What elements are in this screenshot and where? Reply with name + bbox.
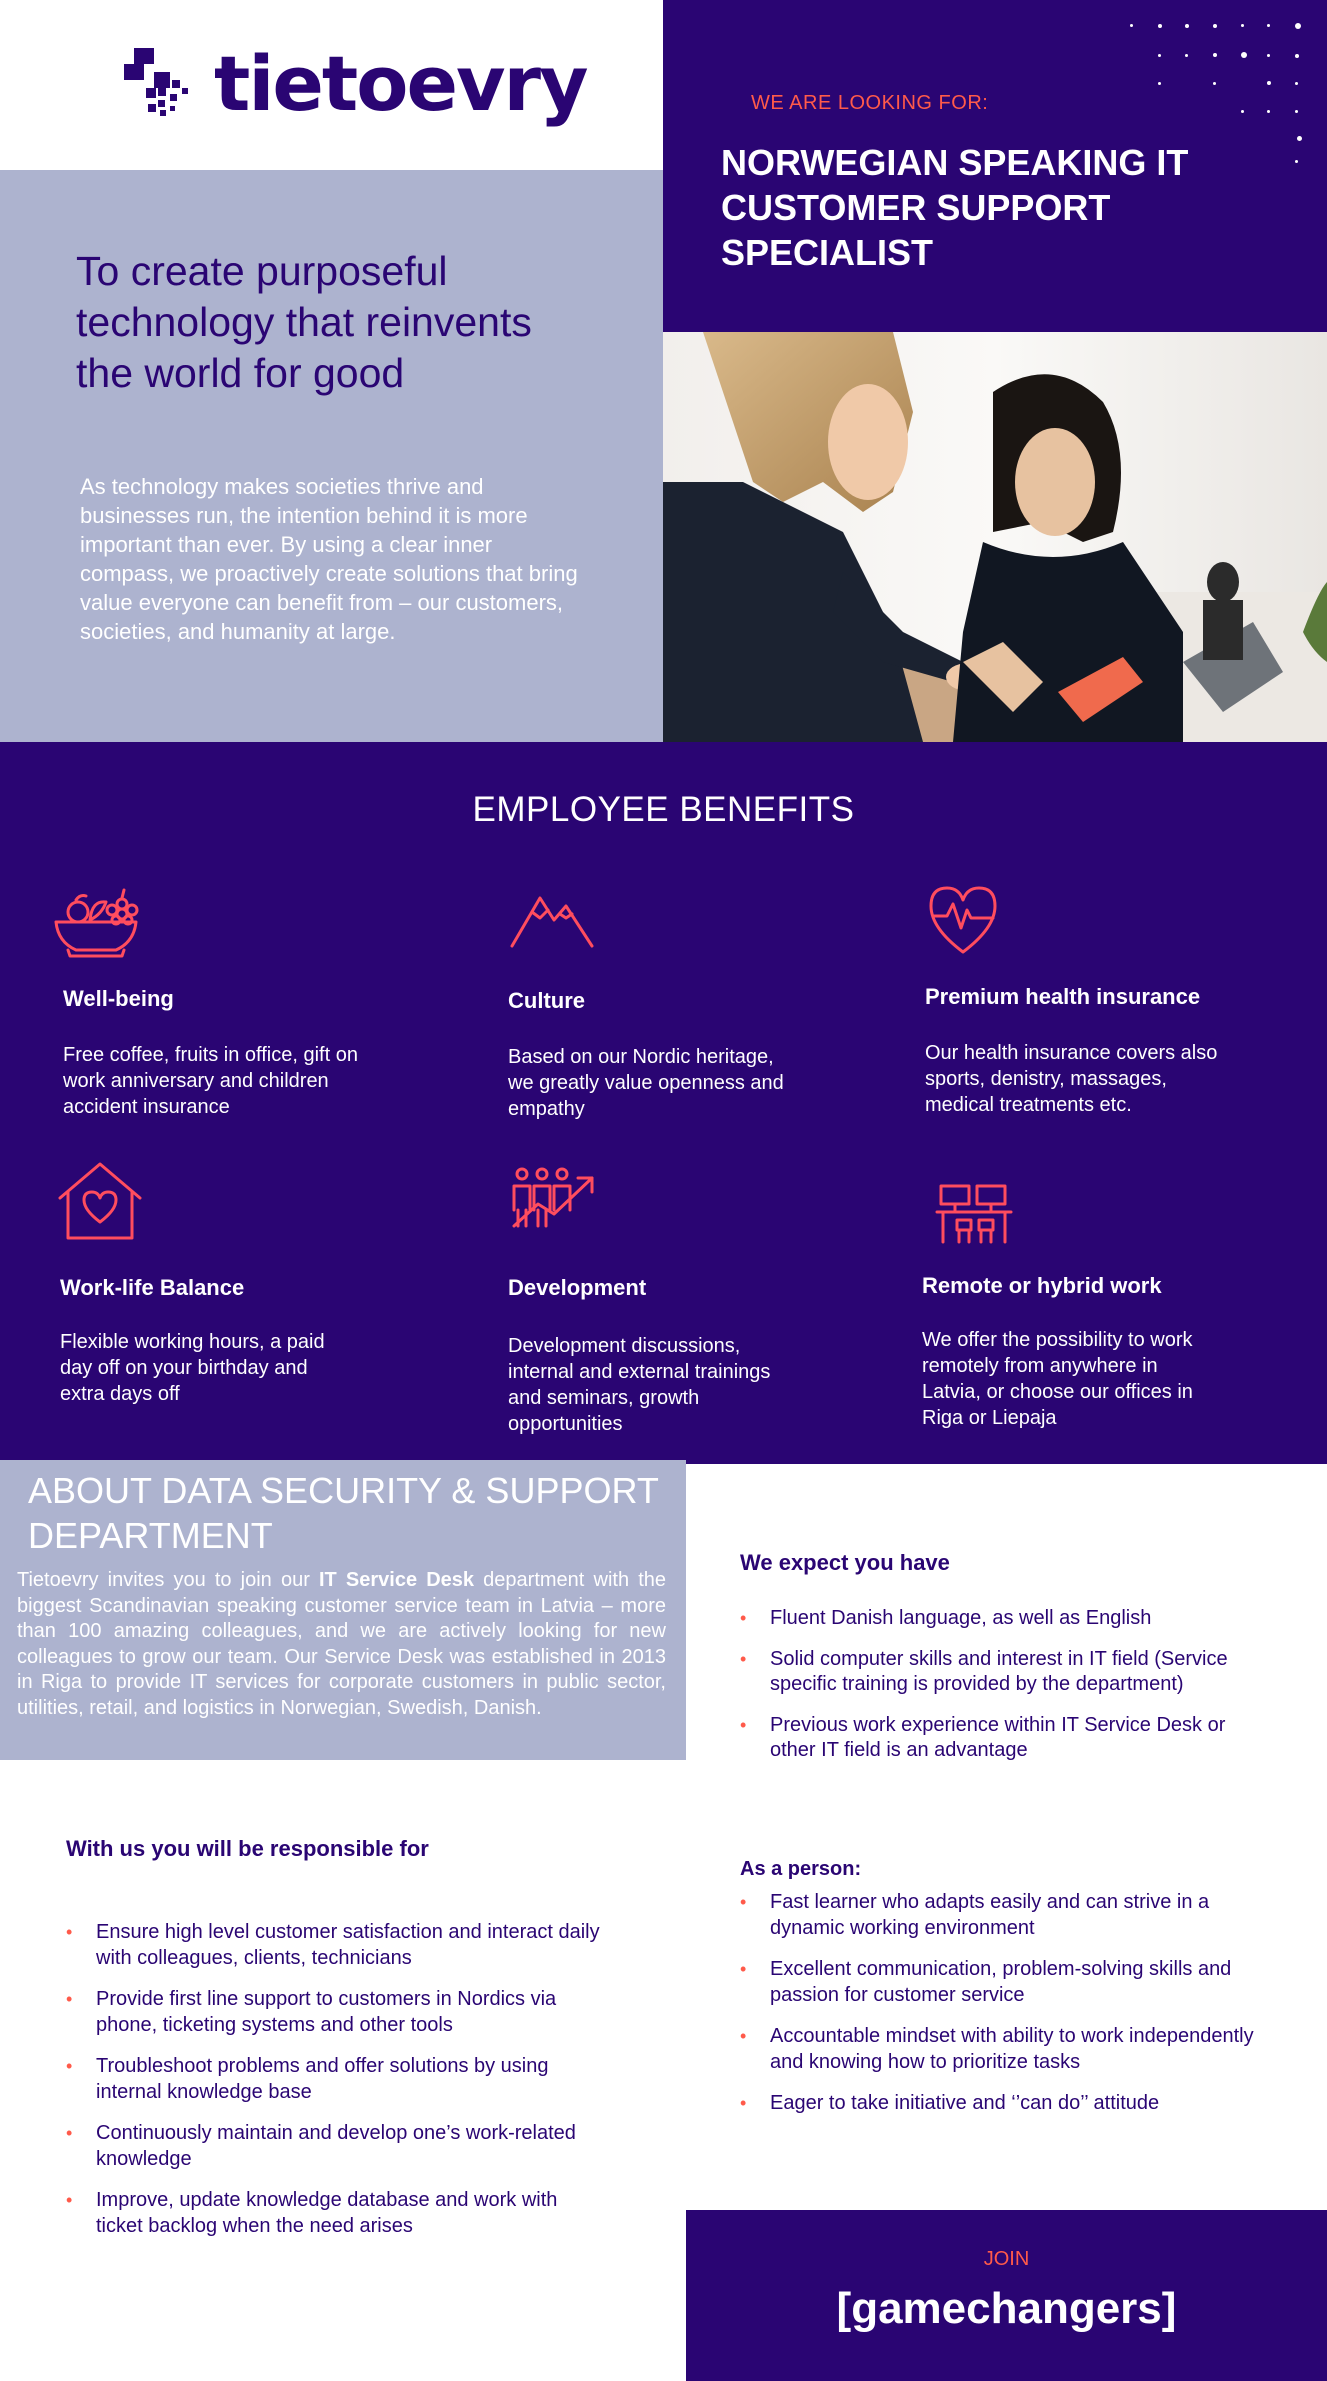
desk-workstation-icon — [935, 1180, 1027, 1264]
fruit-bowl-icon — [50, 880, 142, 964]
benefit-text-development: Development discussions, internal and external trainings and seminars, growth opportunities — [508, 1335, 771, 1435]
person-title: As a person: — [740, 1858, 862, 1880]
list-item: • Eager to take initiative and ‘’can do’’ attitude — [740, 2091, 1280, 2117]
heartbeat-icon — [925, 880, 1017, 964]
about-title: ABOUT DATA SECURITY & SUPPORT DEPARTMENT — [28, 1470, 659, 1556]
list-item: • Continuously maintain and develop one’s work-related knowledge — [66, 2121, 606, 2172]
expect-title: We expect you have — [740, 1550, 950, 1575]
benefit-title-remote: Remote or hybrid work — [922, 1273, 1162, 1298]
list-item: • Fast learner who adapts easily and can strive in a dynamic working environment — [740, 1890, 1280, 1941]
list-item: • Solid computer skills and interest in IT field (Service specific training is provided by the department) — [740, 1647, 1270, 1698]
person-list — [740, 1890, 1280, 2117]
brand-logo — [124, 39, 587, 128]
benefit-text-culture: Based on our Nordic heritage, we greatly value openness and empathy — [508, 1046, 784, 1120]
job-title-line-1: NORWEGIAN SPEAKING IT — [721, 142, 1189, 183]
list-item: • Improve, update knowledge database and work with ticket backlog when the need arises — [66, 2188, 606, 2239]
list-item: • Ensure high level customer satisfaction and interact daily with colleagues, clients, technicians — [66, 1920, 606, 1971]
growth-people-icon — [508, 1164, 600, 1248]
brand-wordmark: tietoevry — [214, 39, 587, 128]
responsible-list — [66, 1920, 606, 2239]
benefits-title: EMPLOYEE BENEFITS — [472, 790, 855, 829]
responsible-title: With us you will be responsible for — [66, 1836, 429, 1861]
benefit-text-remote: We offer the possibility to work remotely from anywhere in Latvia, or choose our offices in Riga or Liepaja — [922, 1329, 1193, 1429]
benefit-text-wellbeing: Free coffee, fruits in office, gift on work anniversary and children accident insurance — [63, 1044, 358, 1118]
pixel-mark-icon — [124, 48, 192, 120]
list-item: • Accountable mindset with ability to work independently and knowing how to prioritize tasks — [740, 2024, 1280, 2075]
join-label: JOIN — [983, 2248, 1030, 2270]
mission-title: To create purposeful technology that reinvents the world for good — [76, 248, 532, 396]
job-title — [721, 140, 1311, 275]
mission-text: As technology makes societies thrive and businesses run, the intention behind it is more important than ever. By using a clear inner compass, we proactively create solutions that bring value everyone can benefit from – our customers, societies, and humanity at large. — [80, 474, 578, 644]
join-tagline: [gamechangers] — [836, 2284, 1177, 2333]
benefit-title-wellbeing: Well-being — [63, 986, 174, 1011]
benefit-title-development: Development — [508, 1275, 647, 1300]
job-title-line-2: CUSTOMER SUPPORT SPECIALIST — [721, 187, 1111, 273]
list-item: • Troubleshoot problems and offer solutions by using internal knowledge base — [66, 2054, 606, 2105]
benefit-title-health: Premium health insurance — [925, 984, 1201, 1009]
benefit-text-worklife: Flexible working hours, a paid day off on your birthday and extra days off — [60, 1331, 325, 1405]
benefit-text-health: Our health insurance covers also sports, denistry, massages, medical treatments etc. — [925, 1042, 1218, 1116]
list-item: • Previous work experience within IT Service Desk or other IT field is an advantage — [740, 1713, 1270, 1764]
benefit-title-worklife: Work-life Balance — [60, 1275, 245, 1300]
hero-eyebrow: WE ARE LOOKING FOR: — [751, 92, 989, 114]
list-item: • Excellent communication, problem-solving skills and passion for customer service — [740, 1957, 1280, 2008]
benefit-title-culture: Culture — [508, 988, 585, 1013]
house-heart-icon — [56, 1160, 148, 1244]
team-photo — [663, 332, 1327, 742]
about-highlight: IT Service Desk — [319, 1569, 475, 1591]
list-item: • Provide first line support to customers in Nordics via phone, ticketing systems and other tools — [66, 1987, 606, 2038]
mountain-icon — [508, 880, 600, 964]
expect-list — [740, 1606, 1270, 1764]
list-item: • Fluent Danish language, as well as English — [740, 1606, 1270, 1632]
about-text: Tietoevry invites you to join our IT Service Desk department with the biggest Scandinavian speaking customer service team in Latvia – more than 100 amazing colleagues, and we are actively looking for new colleagues to grow our team. Our Service Desk was established in 2013 in Riga to provide IT services for corporate customers in public sector, utilities, retail, and logistics in Norwegian, Swedish, Danish. — [17, 1569, 667, 1719]
